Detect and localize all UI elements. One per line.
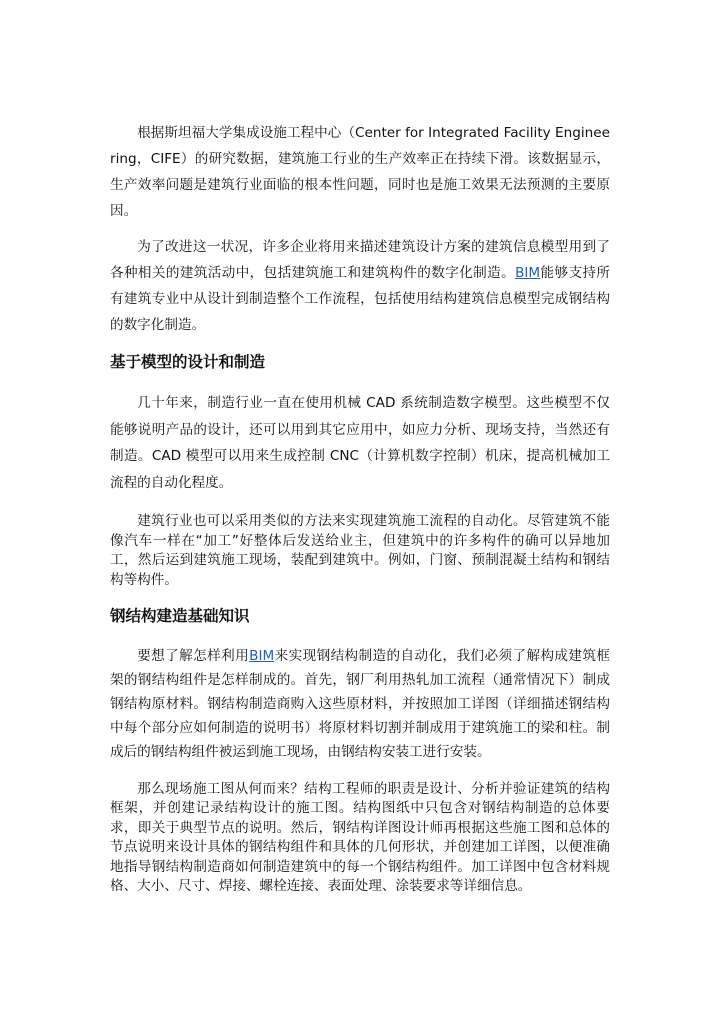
paragraph-text: 为了改进这一状况，许多企业将用来描述建筑设计方案的建筑信息模型用到了各种相关的建筑活动中，包括建筑施工和建筑构件的数字化制造。 <box>110 239 610 281</box>
paragraph-steel-fabrication <box>110 644 610 764</box>
paragraph-cife-intro: 根据斯坦福大学集成设施工程中心（Center for Integrated Facility Engineering，CIFE）的研究数据，建筑施工行业的生产效率正在持续下滑。该数据显示，生产效率问题是建筑行业面临的根本性问题，同时也是施工效果无法预测的主要原因。 <box>110 125 610 219</box>
bim-link[interactable]: BIM <box>515 265 541 281</box>
paragraph-text: 来实现钢结构制造的自动化，我们必须了解构成建筑框架的钢结构组件是怎样制成的。首先，钢厂利用热轧加工流程（通常情况下）制成钢结构原材料。钢结构制造商购入这些原材料，并按照加工详图（详细描述钢结构中每个部分应如何制造的说明书）将原材料切割并制成用于建筑施工的梁和柱。制成后的钢结构组件被运到施工现场，由钢结构安装工进行安装。 <box>110 648 611 760</box>
section-heading-steel-basics: 钢结构建造基础知识 <box>110 607 250 625</box>
paragraph-mechanical-cad: 几十年来，制造行业一直在使用机械 CAD 系统制造数字模型。这些模型不仅能够说明产品的设计，还可以用到其它应用中，如应力分析、现场支持，当然还有制造。CAD 模型可以用来生成控制 CNC（计算机数字控制）机床，提高机械加工流程的自动化程度。 <box>110 395 610 491</box>
paragraph-text: 要想了解怎样利用 <box>137 648 250 664</box>
paragraph-text: 能够支持所有建筑专业中从设计到制造整个工作流程，包括使用结构建筑信息模型完成钢结构的数字化制造。 <box>110 265 610 333</box>
section-heading-model-based-design: 基于模型的设计和制造 <box>110 353 266 371</box>
bim-link[interactable]: BIM <box>249 648 275 664</box>
paragraph-bim-improvement <box>110 234 610 338</box>
paragraph-shop-drawings: 那么现场施工图从何而来？结构工程师的职责是设计、分析并验证建筑的结构框架，并创建记录结构设计的施工图。结构图纸中只包含对钢结构制造的总体要求，即关于典型节点的说明。然后，钢结构详图设计师再根据这些施工图和总体的节点说明来设计具体的钢结构组件和具体的几何形状，并创建加工详图，以便准确地指导钢结构制造商如何制造建筑中的每一个钢结构组件。加工详图中包含材料规格、大小、尺寸、焊接、螺栓连接、表面处理、涂装要求等详细信息。 <box>110 781 610 895</box>
paragraph-construction-automation: 建筑行业也可以采用类似的方法来实现建筑施工流程的自动化。尽管建筑不能像汽车一样在“加工”好整体后发送给业主，但建筑中的许多构件的确可以异地加工，然后运到建筑施工现场，装配到建筑中。例如，门窗、预制混凝土结构和钢结构等构件。 <box>110 513 610 588</box>
